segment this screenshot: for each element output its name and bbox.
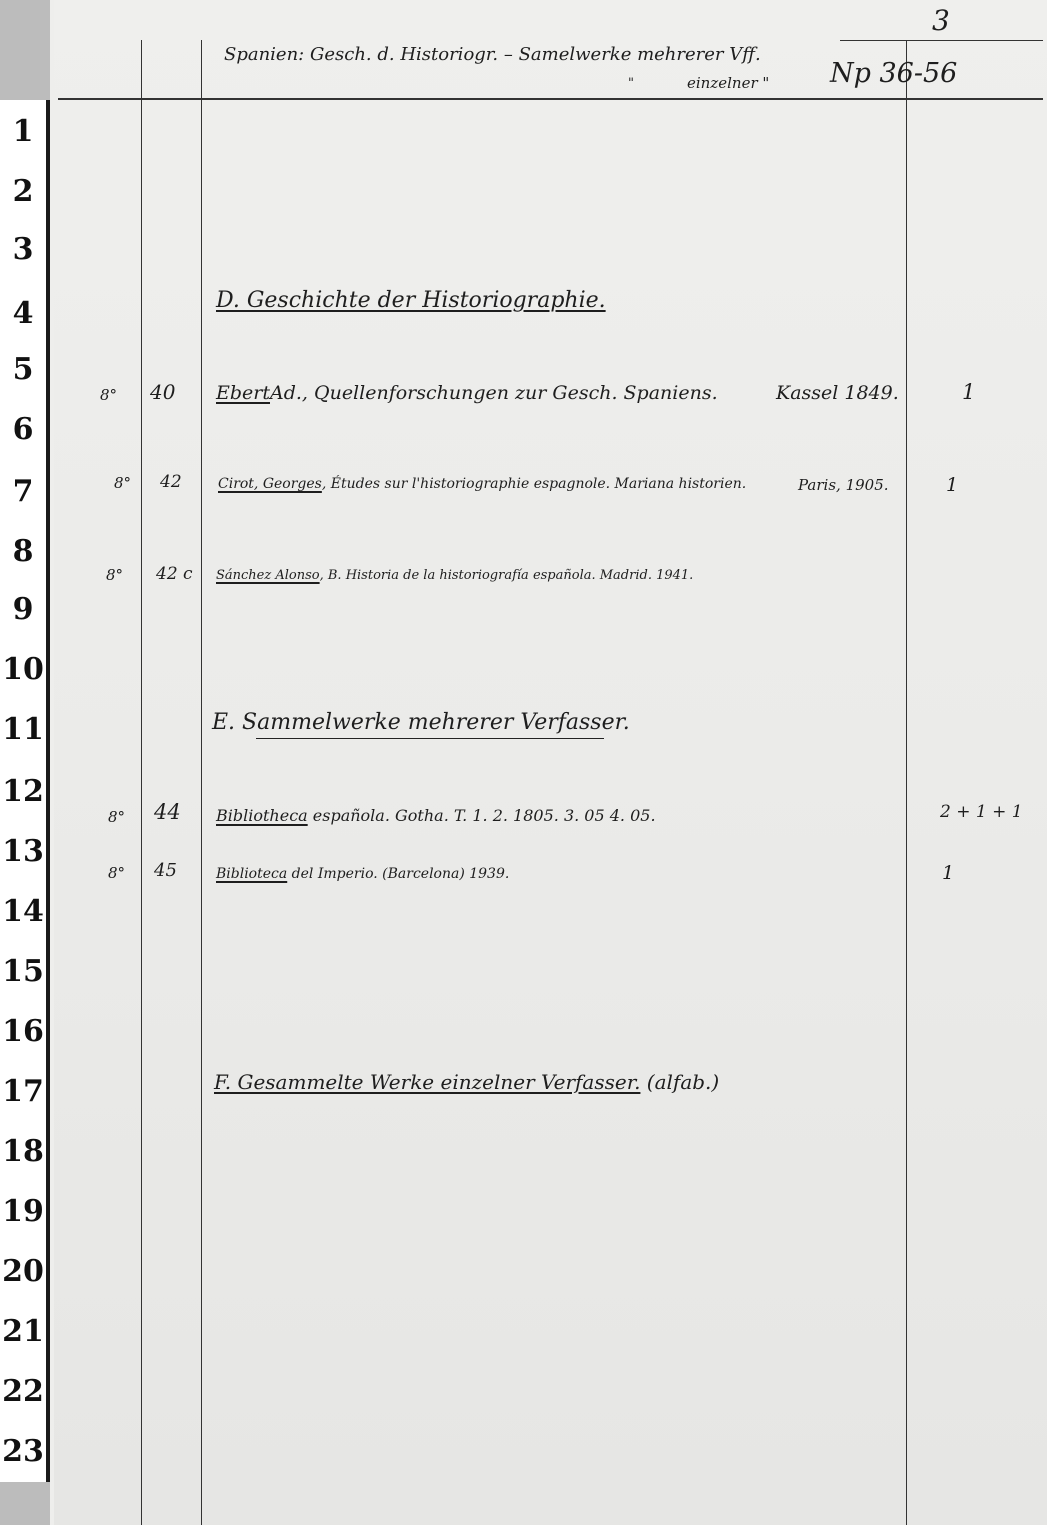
entry-number: 44	[154, 800, 181, 824]
line-number: 20	[2, 1254, 44, 1289]
line-number: 10	[2, 652, 44, 687]
entry-author: Bibliotheca	[216, 806, 308, 825]
entry-number: 45	[154, 860, 177, 881]
line-number: 17	[2, 1074, 44, 1109]
entry-title: Ad., Quellenforschungen zur Gesch. Spaniens.	[270, 382, 718, 404]
entry-author: Biblioteca	[216, 866, 288, 882]
section-heading-f-main: F. Gesammelte Werke einzelner Verfasser.	[214, 1070, 641, 1094]
line-number-column	[0, 100, 50, 1482]
section-heading-e: E. Sammelwerke mehrerer Verfasser.	[212, 710, 630, 735]
entry-title: , B. Historia de la historiografía española. Madrid. 1941.	[319, 568, 694, 583]
entry-line	[216, 382, 718, 404]
header-subtitle: einzelner "	[687, 74, 770, 92]
ditto-mark: "	[628, 76, 634, 91]
line-number: 5	[12, 352, 34, 387]
line-number: 16	[2, 1014, 44, 1049]
ruling-line-format	[141, 40, 142, 1525]
line-number: 11	[2, 712, 44, 747]
header-title: Spanien: Gesch. d. Historiogr. – Samelwerke mehrerer Vff.	[224, 44, 761, 65]
line-number: 21	[2, 1314, 44, 1349]
page-number: 3	[932, 4, 950, 37]
line-number: 6	[12, 412, 34, 447]
line-number: 3	[12, 232, 34, 267]
entry-count: 2 + 1 + 1	[940, 802, 1023, 822]
entry-place: Paris, 1905.	[798, 476, 889, 494]
entry-format: 8°	[106, 566, 124, 584]
ruling-line-count	[906, 40, 907, 1525]
entry-count: 1	[962, 380, 976, 404]
entry-place: Kassel 1849.	[776, 382, 899, 404]
entry-format: 8°	[108, 864, 126, 882]
section-heading-d: D. Geschichte der Historiographie.	[216, 288, 606, 313]
shelfmark: Np 36-56	[830, 58, 958, 89]
line-number: 2	[12, 174, 34, 209]
line-number: 15	[2, 954, 44, 989]
entry-title: , Études sur l'historiographie espagnole. Mariana historien.	[321, 476, 747, 492]
entry-line	[218, 476, 746, 492]
entry-number: 40	[150, 380, 176, 404]
line-number: 13	[2, 834, 44, 869]
ledger-page	[54, 0, 1047, 1525]
line-number: 22	[2, 1374, 44, 1409]
section-heading-f-suffix: (alfab.)	[646, 1070, 720, 1094]
entry-number: 42	[160, 472, 182, 492]
line-number: 8	[12, 534, 34, 569]
entry-author: Sánchez Alonso	[216, 568, 320, 583]
line-number: 18	[2, 1134, 44, 1169]
entry-line	[216, 866, 509, 882]
entry-title: del Imperio. (Barcelona) 1939.	[287, 866, 510, 882]
line-number: 14	[2, 894, 44, 929]
page-number-rule	[840, 40, 1043, 41]
section-e-underline	[256, 738, 604, 739]
entry-author: Ebert	[216, 382, 270, 404]
entry-count: 1	[942, 862, 955, 884]
line-number: 1	[12, 114, 34, 149]
entry-title: española. Gotha. T. 1. 2. 1805. 3. 05 4. 05.	[307, 806, 656, 825]
ruling-line-number	[201, 40, 202, 1525]
entry-line	[216, 806, 656, 825]
line-number: 23	[2, 1434, 44, 1469]
line-number: 12	[2, 774, 44, 809]
entry-count: 1	[946, 474, 959, 496]
line-number: 9	[12, 592, 34, 627]
entry-line	[216, 568, 693, 583]
entry-format: 8°	[108, 808, 126, 826]
line-number: 7	[12, 474, 34, 509]
line-number: 4	[12, 296, 34, 331]
entry-number: 42 c	[156, 564, 193, 584]
section-heading-f	[214, 1070, 719, 1094]
entry-author: Cirot, Georges	[218, 476, 322, 492]
header-rule	[58, 98, 1043, 100]
entry-format: 8°	[100, 386, 118, 404]
entry-format: 8°	[114, 474, 132, 492]
line-number: 19	[2, 1194, 44, 1229]
